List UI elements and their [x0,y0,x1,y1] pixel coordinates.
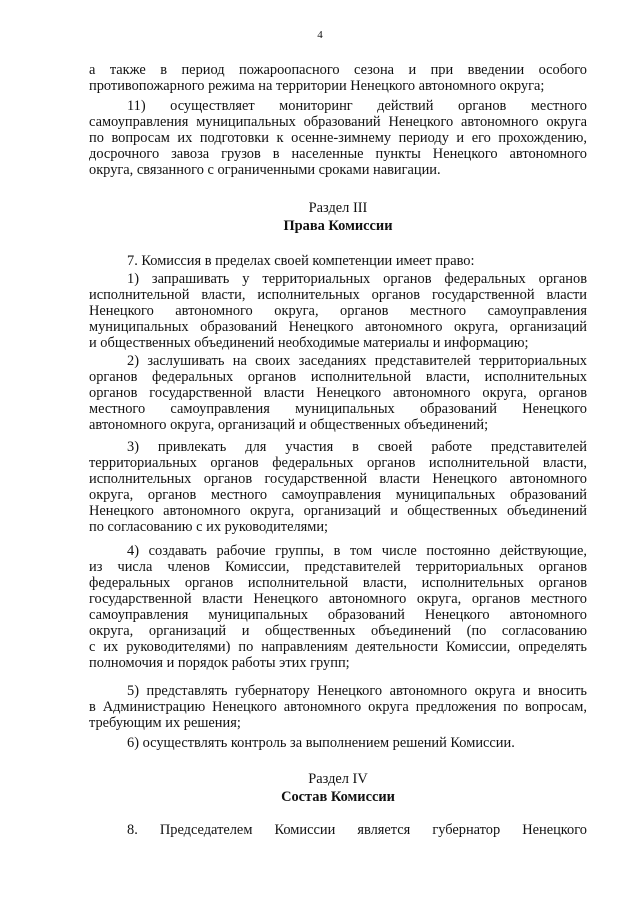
paragraph-right-3 [89,439,587,535]
text-line: 6) осуществлять контроль за выполнением решений Комиссии. [127,735,515,751]
text-line: полномочия и порядок работы этих групп; [89,655,350,671]
paragraph-right-4 [89,543,587,671]
text-line: 11) осуществляет мониторинг действий органов местного [127,98,587,114]
text-line: требующим их решения; [89,715,241,731]
text-line: 7. Комиссия в пределах своей компетенции имеет право: [127,253,475,269]
section-title: Состав Комиссии [281,789,395,805]
section-heading-3 [89,200,587,234]
section-number: Раздел IV [308,771,368,787]
text-line: по вопросам их подготовки к осенне-зимнему периоду и его прохождению, [89,130,587,146]
paragraph-right-1 [89,271,587,351]
text-line: исполнительных органов государственной власти Ненецкого автономного [89,471,587,487]
section-number: Раздел III [308,200,368,216]
section-heading-4 [89,771,587,805]
text-line: и общественных объединений необходимые материалы и информацию; [89,335,529,351]
text-line: исполнительной власти, исполнительных органов государственной власти [89,287,587,303]
text-line: территориальных органов федеральных органов исполнительной власти, [89,455,587,471]
text-line: 3) привлекать для участия в своей работе представителей [127,439,587,455]
text-line: Ненецкого автономного округа, организаций и общественных объединений [89,503,587,519]
text-line: досрочного завоза грузов в населенные пункты Ненецкого автономного [89,146,587,162]
text-line: из числа членов Комиссии, представителей территориальных органов [89,559,587,575]
paragraph-item-8 [89,822,587,838]
paragraph-right-6 [89,735,587,751]
text-line: 8. Председателем Комиссии является губернатор Ненецкого [127,822,587,838]
text-line: в Администрацию Ненецкого автономного округа предложения по вопросам, [89,699,587,715]
text-line: органов государственной власти Ненецкого автономного округа, органов [89,385,587,401]
text-line: округа, организаций и общественных объединений (по согласованию [89,623,587,639]
paragraph-item-7 [89,253,587,269]
paragraph-right-5 [89,683,587,731]
text-line: Ненецкого автономного округа, органов местного самоуправления [89,303,587,319]
text-line: автономного округа, организаций и общественных объединений; [89,417,489,433]
text-line: самоуправления муниципальных образований Ненецкого автономного округа [89,114,587,130]
text-line: округа, связанного с ограниченными сроками навигации. [89,162,441,178]
text-line: противопожарного режима на территории Ненецкого автономного округа; [89,78,545,94]
paragraph-fire-season [89,62,587,94]
text-line: 2) заслушивать на своих заседаниях представителей территориальных [127,353,587,369]
text-line: самоуправления муниципальных образований Ненецкого автономного [89,607,587,623]
text-line: 4) создавать рабочие группы, в том числе постоянно действующие, [127,543,587,559]
text-line: с их руководителями) по направлениям деятельности Комиссии, определять [89,639,587,655]
section-title: Права Комиссии [283,218,393,234]
text-line: местного самоуправления муниципальных образований Ненецкого [89,401,587,417]
text-line: округа, органов местного самоуправления муниципальных образований [89,487,587,503]
text-line: федеральных органов исполнительной власти, исполнительных органов [89,575,587,591]
text-line: а также в период пожароопасного сезона и при введении особого [89,62,587,78]
text-line: 5) представлять губернатору Ненецкого автономного округа и вносить [127,683,587,699]
text-line: муниципальных образований Ненецкого автономного округа, организаций [89,319,587,335]
text-line: 1) запрашивать у территориальных органов федеральных органов [127,271,587,287]
text-line: государственной власти Ненецкого автономного округа, органов местного [89,591,587,607]
text-line: органов федеральных органов исполнительной власти, исполнительных [89,369,587,385]
text-line: по согласованию с их руководителями; [89,519,329,535]
paragraph-right-2 [89,353,587,433]
page-number: 4 [317,29,323,41]
paragraph-item-11 [89,98,587,178]
